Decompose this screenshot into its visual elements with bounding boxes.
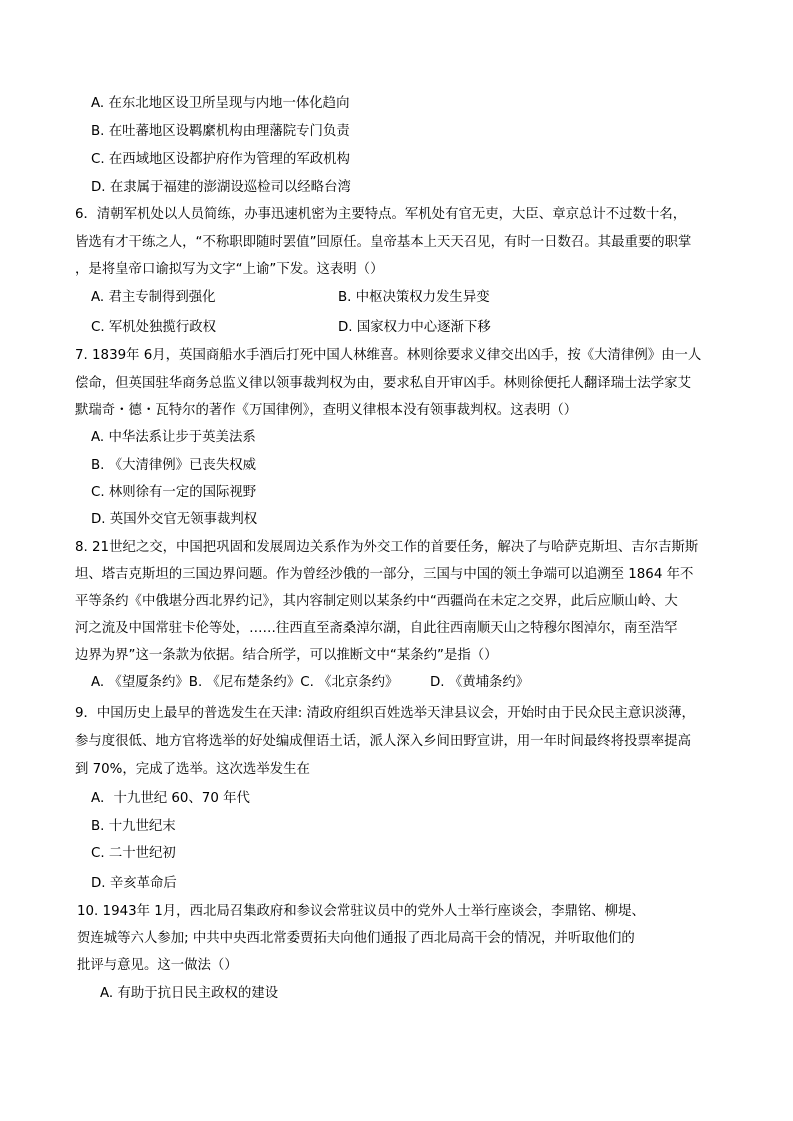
q9-option-d: D. 辛亥革命后 (91, 876, 177, 891)
q9-stem-line-3: 到 70%，完成了选举。这次选举发生在 (75, 762, 310, 777)
q5-option-a: A. 在东北地区设卫所呈现与内地一体化趋向 (91, 96, 350, 111)
q9-option-b: B. 十九世纪末 (91, 819, 176, 834)
q9-option-a: A．十九世纪 60、70 年代 (91, 791, 250, 806)
q9-stem-line-2: 参与度很低、地方官将选举的好处编成俚语土话，派人深入乡间田野宣讲，用一年时间最终将投票率提高 (75, 734, 691, 749)
q10-stem-line-2: 贺连城等六人参加; 中共中央西北常委贾拓夫向他们通报了西北局高干会的情况，并听取他们的 (77, 931, 635, 946)
q5-option-d: D. 在隶属于福建的澎湖设巡检司以经略台湾 (91, 180, 351, 195)
q8-stem-line-2: 坦、塔吉克斯坦的三国边界问题。作为曾经沙俄的一部分，三国与中国的领土争端可以追溯至 1864 年不 (75, 567, 694, 582)
q7-option-c: C. 林则徐有一定的国际视野 (91, 485, 257, 500)
q8-options-abc: A. 《望厦条约》B. 《尼布楚条约》C. 《北京条约》 (91, 675, 399, 690)
q5-option-c: C. 在西域地区设都护府作为管理的军政机构 (91, 152, 350, 167)
q8-stem-line-3: 平等条约《中俄堪分西北界约记》，其内容制定则以某条约中“西疆尚在未定之交界，此后应顺山岭、大 (75, 594, 678, 609)
q7-option-d: D. 英国外交官无领事裁判权 (91, 512, 258, 527)
q6-option-c: C. 军机处独揽行政权 (91, 320, 216, 335)
q8-stem-line-1: 8. 21世纪之交，中国把巩固和发展周边关系作为外交工作的首要任务，解决了与哈萨克斯坦、吉尔吉斯斯 (75, 540, 699, 555)
q7-option-b: B. 《大清律例》已丧失权威 (91, 458, 256, 473)
q9-option-c: C. 二十世纪初 (91, 846, 176, 861)
q6-stem-line-2: 皆选有才干练之人，“不称职即随时罢值”回原任。皇帝基本上天天召见，有时一日数召。其最重要的职掌 (75, 235, 692, 250)
q6-option-b: B. 中枢决策权力发生异变 (338, 290, 490, 305)
q7-stem-line-1: 7. 1839年 6月，英国商船水手酒后打死中国人林维喜。林则徐要求义律交出凶手，按《大清律例》由一人 (75, 348, 702, 363)
q8-stem-line-5: 边界为界”这一条款为依据。结合所学，可以推断文中“某条约”是指（） (75, 648, 498, 663)
q9-stem-line-1: 9．中国历史上最早的普选发生在天津: 清政府组织百姓选举天津县议会，开始时由于民众民主意识淡薄， (75, 706, 695, 721)
q6-stem-line-1: 6．清朝军机处以人员简练，办事迅速机密为主要特点。军机处有官无吏，大臣、章京总计不过数十名， (75, 207, 687, 222)
q10-option-a: A. 有助于抗日民主政权的建设 (100, 986, 279, 1001)
q8-stem-line-4: 河之流及中国常驻卡伦等处，……往西直至斋桑淖尔湖，自此往西南顺天山之特穆尔图淖尔，南至浩罕 (75, 621, 678, 636)
q6-option-a: A. 君主专制得到强化 (91, 290, 216, 305)
q7-stem-line-3: 默瑞奇・德・瓦特尔的著作《万国律例》，查明义律根本没有领事裁判权。这表明（） (75, 403, 578, 418)
q8-option-d: D. 《黄埔条约》 (430, 675, 530, 690)
q10-stem-line-3: 批评与意见。这一做法（） (77, 958, 238, 973)
q5-option-b: B. 在吐蕃地区设羁縻机构由理藩院专门负责 (91, 124, 350, 139)
q10-stem-line-1: 10. 1943年 1月，西北局召集政府和参议会常驻议员中的党外人士举行座谈会，李鼎铭、柳堤、 (77, 904, 645, 919)
q6-option-d: D. 国家权力中心逐渐下移 (338, 320, 491, 335)
q7-stem-line-2: 偿命，但英国驻华商务总监义律以领事裁判权为由，要求私自开审凶手。林则徐便托人翻译瑞士法学家艾 (75, 376, 691, 391)
q7-option-a: A. 中华法系让步于英美法系 (91, 430, 256, 445)
q6-stem-line-3: ，是将皇帝口谕拟写为文字“上谕”下发。这表明（） (75, 262, 384, 277)
